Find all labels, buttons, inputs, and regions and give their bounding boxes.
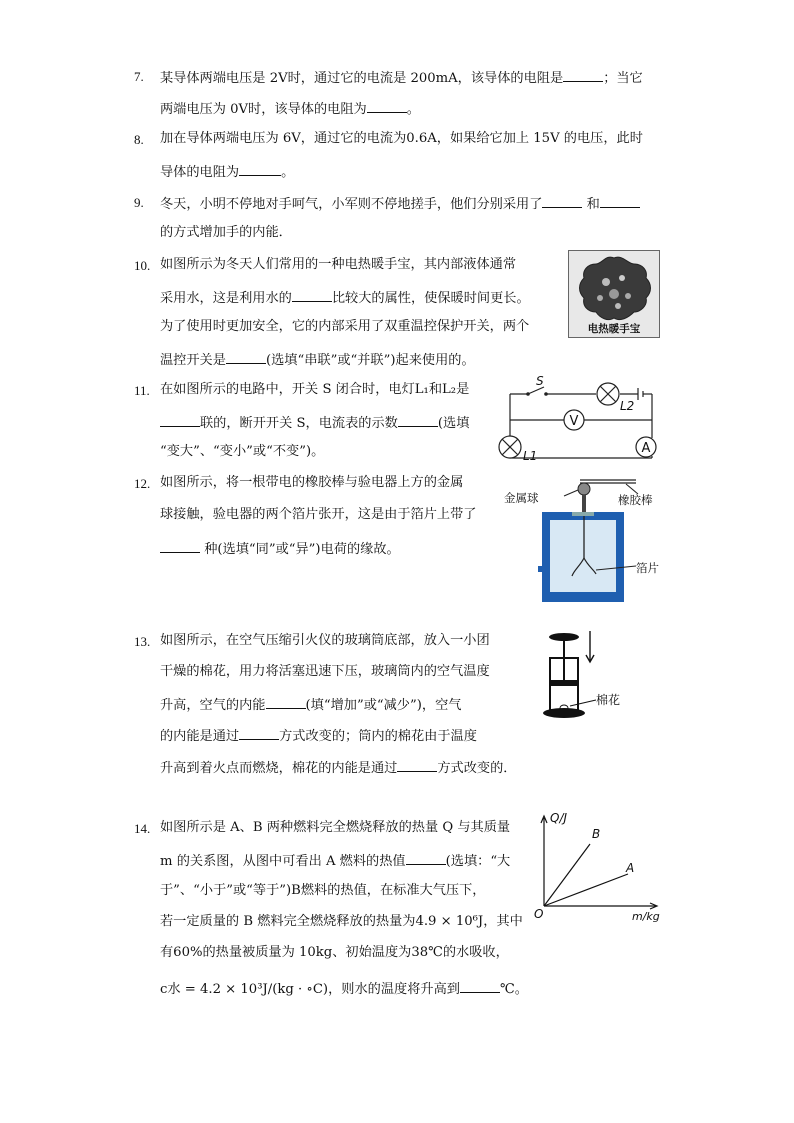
q-m-graph-figure [530,808,666,922]
answer-blank[interactable] [226,351,266,364]
q10-line3: 为了使用时更加安全，它的内部采用了双重温控保护开关，两个 [160,319,530,334]
q11-text: 联的，断开开关 S，电流表的示数 [200,416,398,431]
answer-blank[interactable] [398,414,438,427]
q10-number: 10. [134,258,151,273]
answer-blank[interactable] [160,414,200,427]
q7-text: 两端电压为 0V时，该导体的电阻为 [160,102,367,117]
hand-warmer-label: 电热暖手宝 [587,323,641,335]
q12-line3 [160,540,400,556]
q10-line4 [160,351,475,367]
q13-number: 13. [134,634,151,649]
q8-number: 8. [134,132,144,147]
q10-text: (选填“串联”或“并联”)起来使用的。 [265,353,475,368]
q14-text: c水 = 4.2 × 10³J/(kg · ∘C)，则水的温度将升高到 [160,982,460,997]
q13-text: 方式改变的；筒内的棉花由于温度 [279,729,477,744]
q13-line5 [160,759,517,775]
q11-line3: “变大”、“变小”或“不变”)。 [160,444,325,459]
q10-line2 [160,289,530,305]
q13-text: 方式改变的． [437,761,517,776]
q14-text: ℃。 [499,982,528,997]
q11-line1: 在如图所示的电路中，开关 S 闭合时，电灯L₁和L₂是 [160,382,470,397]
q11-line2 [160,414,469,430]
answer-blank[interactable] [367,100,407,113]
q13-text: (填“增加”或“减少”)，空气 [305,698,462,713]
ammeter-label: A [641,441,651,456]
circuit-diagram [496,374,662,464]
hand-warmer-figure [568,250,660,338]
answer-blank[interactable] [397,759,437,772]
q13-line1: 如图所示，在空气压缩引火仪的玻璃筒底部，放入一小团 [160,633,490,648]
svg-text:A: A [626,861,635,875]
answer-blank[interactable] [160,540,200,553]
q13-text: 升高，空气的内能 [160,698,266,713]
hand-warmer-image [568,250,660,338]
q12-text: 种(选填“同”或“异”)电荷的缘故。 [200,542,400,557]
q13-line3 [160,696,461,712]
q10-text: 比较大的属性，使保暖时间更长。 [331,291,530,306]
answer-blank[interactable] [406,852,446,865]
q7-text: ；当它 [603,71,643,86]
lamp-l1-label: L1 [523,449,538,463]
q14-text: (选填：“大 [445,854,511,869]
q14-line4: 若一定质量的 B 燃料完全燃烧释放的热量为4.9 × 10⁶J，其中 [160,914,523,929]
q12-line2: 球接触，验电器的两个箔片张开，这是由于箔片上带了 [160,507,477,522]
q8-line1: 加在导体两端电压为 6V，通过它的电流为0.6A，如果给它加上 15V 的电压，此时 [160,131,643,146]
q8-text: 导体的电阻为 [160,165,240,180]
q10-text: 采用水，这是利用水的 [160,291,292,306]
q9-line1 [160,195,640,211]
q14-text: m 的关系图，从图中可看出 A 燃料的热值 [160,854,406,869]
answer-blank[interactable] [563,69,603,82]
answer-blank[interactable] [239,727,279,740]
circuit-figure [496,374,662,464]
rod-label: 橡胶棒 [618,493,653,507]
q7-number: 7. [134,69,144,84]
answer-blank[interactable] [460,980,500,993]
ball-label: 金属球 [504,491,539,505]
q8-line2 [160,163,294,179]
svg-text:m/kg: m/kg [632,910,660,922]
q13-line2: 干燥的棉花，用力将活塞迅速下压，玻璃筒内的空气温度 [160,664,490,679]
q10-text: 温控开关是 [160,353,226,368]
q9-line2: 的方式增加手的内能． [160,225,292,240]
q14-line2 [160,852,510,868]
q9-text: 和 [582,197,600,212]
electroscope-diagram [500,474,670,606]
q11-text: (选填 [437,416,470,431]
switch-label: S [536,374,544,388]
q13-text: 的内能是通过 [160,729,240,744]
q-m-graph [530,808,666,922]
q10-line1: 如图所示为冬天人们常用的一种电热暖手宝，其内部液体通常 [160,257,517,272]
q8-text: 。 [281,165,295,180]
q12-number: 12. [134,476,151,491]
answer-blank[interactable] [542,195,582,208]
electroscope-figure [500,474,670,606]
q14-line5: 有60%的热量被质量为 10kg、初始温度为38℃的水吸收， [160,945,509,960]
q14-line1: 如图所示是 A、B 两种燃料完全燃烧释放的热量 Q 与其质量 [160,820,511,835]
answer-blank[interactable] [239,163,281,176]
cotton-label: 棉花 [596,693,621,707]
svg-text:Q/J: Q/J [550,811,568,825]
lamp-l2-label: L2 [620,399,635,413]
answer-blank[interactable] [266,696,306,709]
q7-line1 [160,69,643,85]
q7-text: 某导体两端电压是 2V时，通过它的电流是 200mA，该导体的电阻是 [160,71,564,86]
svg-text:B: B [592,827,601,841]
fire-piston-diagram [540,628,640,724]
q14-line3: 于”、“小于”或“等于”)B燃料的热值，在标准大气压下， [160,883,486,898]
answer-blank[interactable] [292,289,332,302]
fire-piston-figure [540,628,640,724]
q9-number: 9. [134,195,144,210]
svg-text:O: O [534,907,544,921]
q13-line4 [160,727,477,743]
q14-number: 14. [134,821,151,836]
foil-label: 箔片 [636,561,659,575]
q14-line6 [160,980,528,996]
answer-blank[interactable] [600,195,640,208]
q12-line1: 如图所示，将一根带电的橡胶棒与验电器上方的金属 [160,475,464,490]
q9-text: 冬天，小明不停地对手呵气，小军则不停地搓手，他们分别采用了 [160,197,543,212]
q7-line2 [160,100,420,116]
q13-text: 升高到着火点而燃烧，棉花的内能是通过 [160,761,398,776]
voltmeter-label: V [569,414,579,429]
q11-number: 11. [134,383,150,398]
q7-text: 。 [406,102,420,117]
